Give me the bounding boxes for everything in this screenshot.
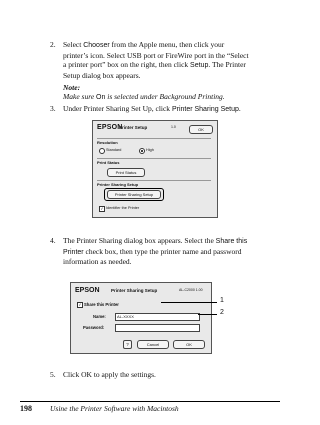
step-3-number: 3. [50,104,56,113]
share-printer-label: Share this Printer [84,302,119,307]
step-4-number: 4. [50,236,56,245]
note-on: On [96,94,106,101]
status-divider [97,158,211,159]
printer-setup-dialog [92,120,218,218]
standard-label: Standard [106,148,122,152]
callout-1: 1 [220,297,224,304]
resolution-label: Resolution [97,140,118,145]
high-label: High [146,148,154,152]
print-status-button[interactable]: Print Status [107,168,145,177]
sharing-divider [97,180,211,181]
share-printer-checkbox[interactable]: ✓ [78,302,82,307]
print-status-group-label: Print Status [97,160,120,165]
sharing-group-label: Printer Sharing Setup [97,182,139,187]
step-4-line1-a: The Printer Sharing dialog box appears. Select the [63,236,216,245]
step-4-line2-b: check box, then type the printer name and password [83,246,242,256]
model-label: AL-C2000 1.00 [179,288,203,292]
note-text-a: Make sure [63,92,97,101]
step-3-text-a: Under Printer Sharing Set Up, click [63,104,172,113]
resolution-divider [97,138,211,139]
step-5-number: 5. [50,370,56,379]
printer-sharing-setup-button[interactable]: Printer Sharing Setup [107,190,161,199]
step-4-line3: information as needed. [63,257,132,267]
help-button[interactable]: ? [123,340,132,349]
step-2-number: 2. [50,40,56,49]
step-2-line1-b: from the Apple menu, then click your [109,40,225,49]
epson-logo: EPSON [97,124,123,131]
callout-1-line [161,302,217,303]
note-text [63,92,225,103]
step-5-text: Click OK to apply the settings. [63,370,156,379]
password-field[interactable] [115,324,200,332]
printer-sharing-dialog [70,282,212,354]
name-label: Name: [93,314,106,319]
ok-button[interactable]: OK [189,125,213,134]
version-label: 1.0 [171,125,176,129]
page-number: 198 [20,404,32,413]
step-3-text-b: . [238,104,241,113]
step-4-share-this: Share this [215,238,248,245]
step-2-chooser: Chooser [83,42,110,49]
note-label: Note: [63,83,81,92]
step-4-text [63,236,283,267]
footer-rule [20,401,280,402]
epson-logo: EPSON [75,287,100,294]
callout-2: 2 [220,309,224,316]
step-2-line2: printer’s icon. Select USB port or FireWire port in the “Select [63,50,249,60]
cancel-button[interactable]: Cancel [137,340,169,349]
standard-radio[interactable] [99,148,105,154]
dialog-title: Printer Sharing Setup [111,288,158,293]
identifier-label: Identifier the Printer [106,206,140,210]
note-text-b: is selected under Background Printing. [105,92,225,101]
ok-button[interactable]: OK [173,340,205,349]
name-field[interactable]: AL-XXXX [115,313,200,321]
dialog-title: Printer Setup [119,125,148,130]
step-2-setup: Setup [190,62,209,70]
step-2-line4: Setup dialog box appears. [63,70,141,80]
step-3-text [63,104,241,115]
password-label: Password: [83,325,105,330]
step-3-sharing-setup: Printer Sharing Setup [171,106,239,113]
high-radio[interactable] [139,148,145,154]
step-4-printer: Printer [63,248,84,256]
step-2-line3-a: a printer port” box on the right, then click [63,60,191,70]
footer-title: Usine the Printer Software with Macintosh [50,404,179,413]
step-2-line1-a: Select [63,40,84,49]
identifier-checkbox[interactable]: ✓ [100,206,104,211]
step-2-text [63,40,283,80]
step-2-line3-b: . The Printer [208,60,246,70]
callout-2-line [198,314,217,315]
